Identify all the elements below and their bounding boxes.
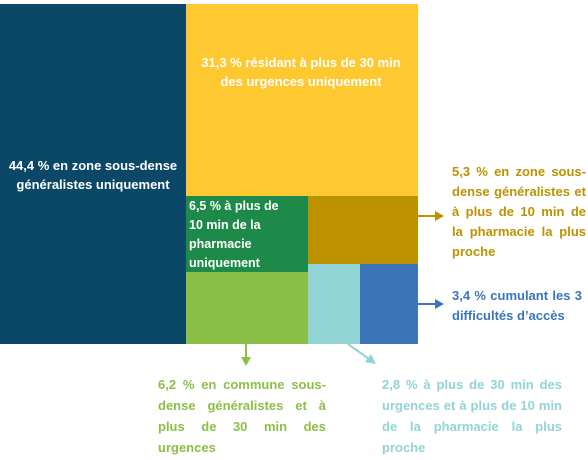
arrow-cumul-sd-pharmacie — [418, 211, 444, 221]
arrow-cumul-sd-urgences — [241, 344, 251, 366]
label-cumul-sd-urgences: 6,2 % en commune sous-dense généralistes et à plus de 30 min des urgences — [158, 377, 326, 455]
label-pharmacie: 6,5 % à plus de 10 min de la pharmacie uniquement — [189, 199, 279, 270]
segment-cumul-3 — [360, 264, 418, 344]
segment-urgences — [186, 4, 418, 196]
label-sous-dense: 44,4 % en zone sous-dense généralistes uniquement — [8, 158, 178, 192]
segment-cumul-sd-urgences — [186, 272, 308, 344]
segment-cumul-urg-pharmacie — [308, 264, 360, 344]
label-cumul-sd-pharmacie: 5,3 % en zone sous-dense généralistes et à plus de 10 min de la pharmacie la plus proche — [452, 164, 586, 259]
arrow-cumul-urg-pharmacie — [348, 344, 376, 364]
label-urgences: 31,3 % résidant à plus de 30 min des urgences uniquement — [201, 55, 401, 89]
label-cumul-3: 3,4 % cumulant les 3 difficultés d’accès — [452, 288, 582, 323]
segment-cumul-sd-pharmacie — [308, 196, 418, 264]
arrow-cumul-3 — [418, 299, 444, 309]
label-cumul-urg-pharmacie: 2,8 % à plus de 30 min des urgences et à plus de 10 min de la pharmacie la plus proche — [382, 377, 562, 455]
